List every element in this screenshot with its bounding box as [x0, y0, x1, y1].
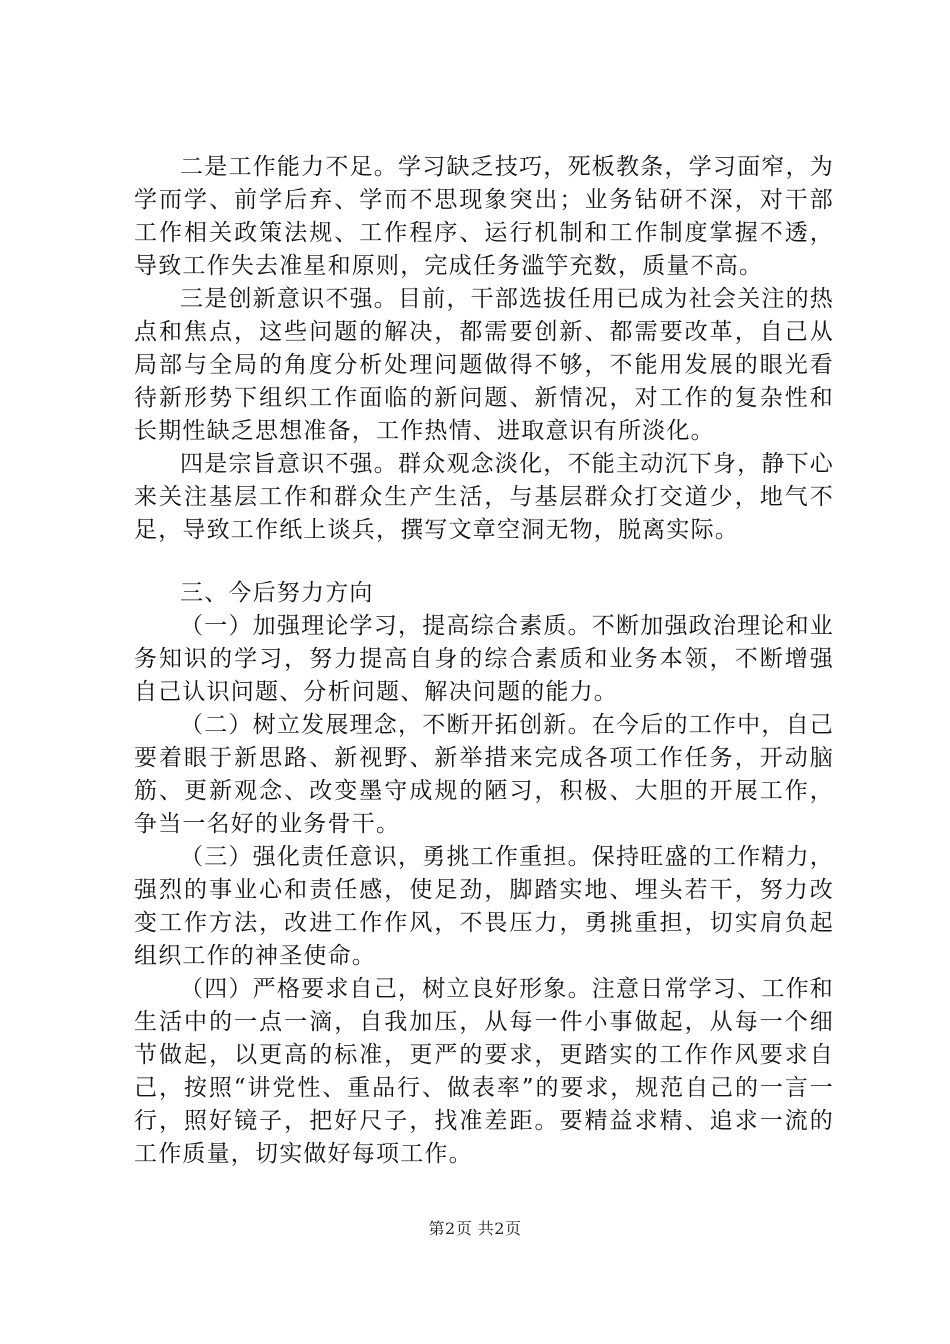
paragraph-item-2: （二）树立发展理念，不断开拓创新。在今后的工作中，自己要着眼于新思路、新视野、新举措来完成各项工作任务，开动脑筋、更新观念、改变墨守成规的陋习，积极、大胆的开展工作，争当一名好的业务骨干。: [134, 712, 834, 837]
page-footer: 第2页 共2页: [428, 1219, 522, 1238]
document-body: [134, 151, 834, 1171]
paragraph-purpose: 四是宗旨意识不强。群众观念淡化，不能主动沉下身，静下心来关注基层工作和群众生产生活，与基层群众打交道少，地气不足，导致工作纸上谈兵，撰写文章空洞无物，脱离实际。: [134, 451, 834, 543]
paragraph-innovation: 三是创新意识不强。目前，干部选拔任用已成为社会关注的热点和焦点，这些问题的解决，都需要创新、都需要改革，自己从局部与全局的角度分析处理问题做得不够，不能用发展的眼光看待新形势下组织工作面临的新问题、新情况，对工作的复杂性和长期性缺乏思想准备，工作热情、进取意识有所淡化。: [134, 286, 834, 444]
section-heading: 三、今后努力方向: [180, 580, 374, 606]
paragraph-ability: 二是工作能力不足。学习缺乏技巧，死板教条，学习面窄，为学而学、前学后弃、学而不思现象突出；业务钻研不深，对干部工作相关政策法规、工作程序、运行机制和工作制度掌握不透，导致工作失去准星和原则，完成任务滥竽充数，质量不高。: [134, 154, 834, 279]
paragraph-item-4: （四）严格要求自己，树立良好形象。注意日常学习、工作和生活中的一点一滴，自我加压，从每一件小事做起，从每一个细节做起，以更高的标准，更严的要求，更踏实的工作作风要求自己，按照“讲党性、重品行、做表率”的要求，规范自己的一言一行，照好镜子，把好尺子，找准差距。要精益求精、追求一流的工作质量，切实做好每项工作。: [134, 976, 834, 1167]
paragraph-item-3: （三）强化责任意识，勇挑工作重担。保持旺盛的工作精力，强烈的事业心和责任感，使足劲，脚踏实地、埋头若干，努力改变工作方法，改进工作作风，不畏压力，勇挑重担，切实肩负起组织工作的神圣使命。: [134, 844, 834, 969]
paragraph-item-1: （一）加强理论学习，提高综合素质。不断加强政治理论和业务知识的学习，努力提高自身的综合素质和业务本领，不断增强自己认识问题、分析问题、解决问题的能力。: [134, 613, 834, 705]
